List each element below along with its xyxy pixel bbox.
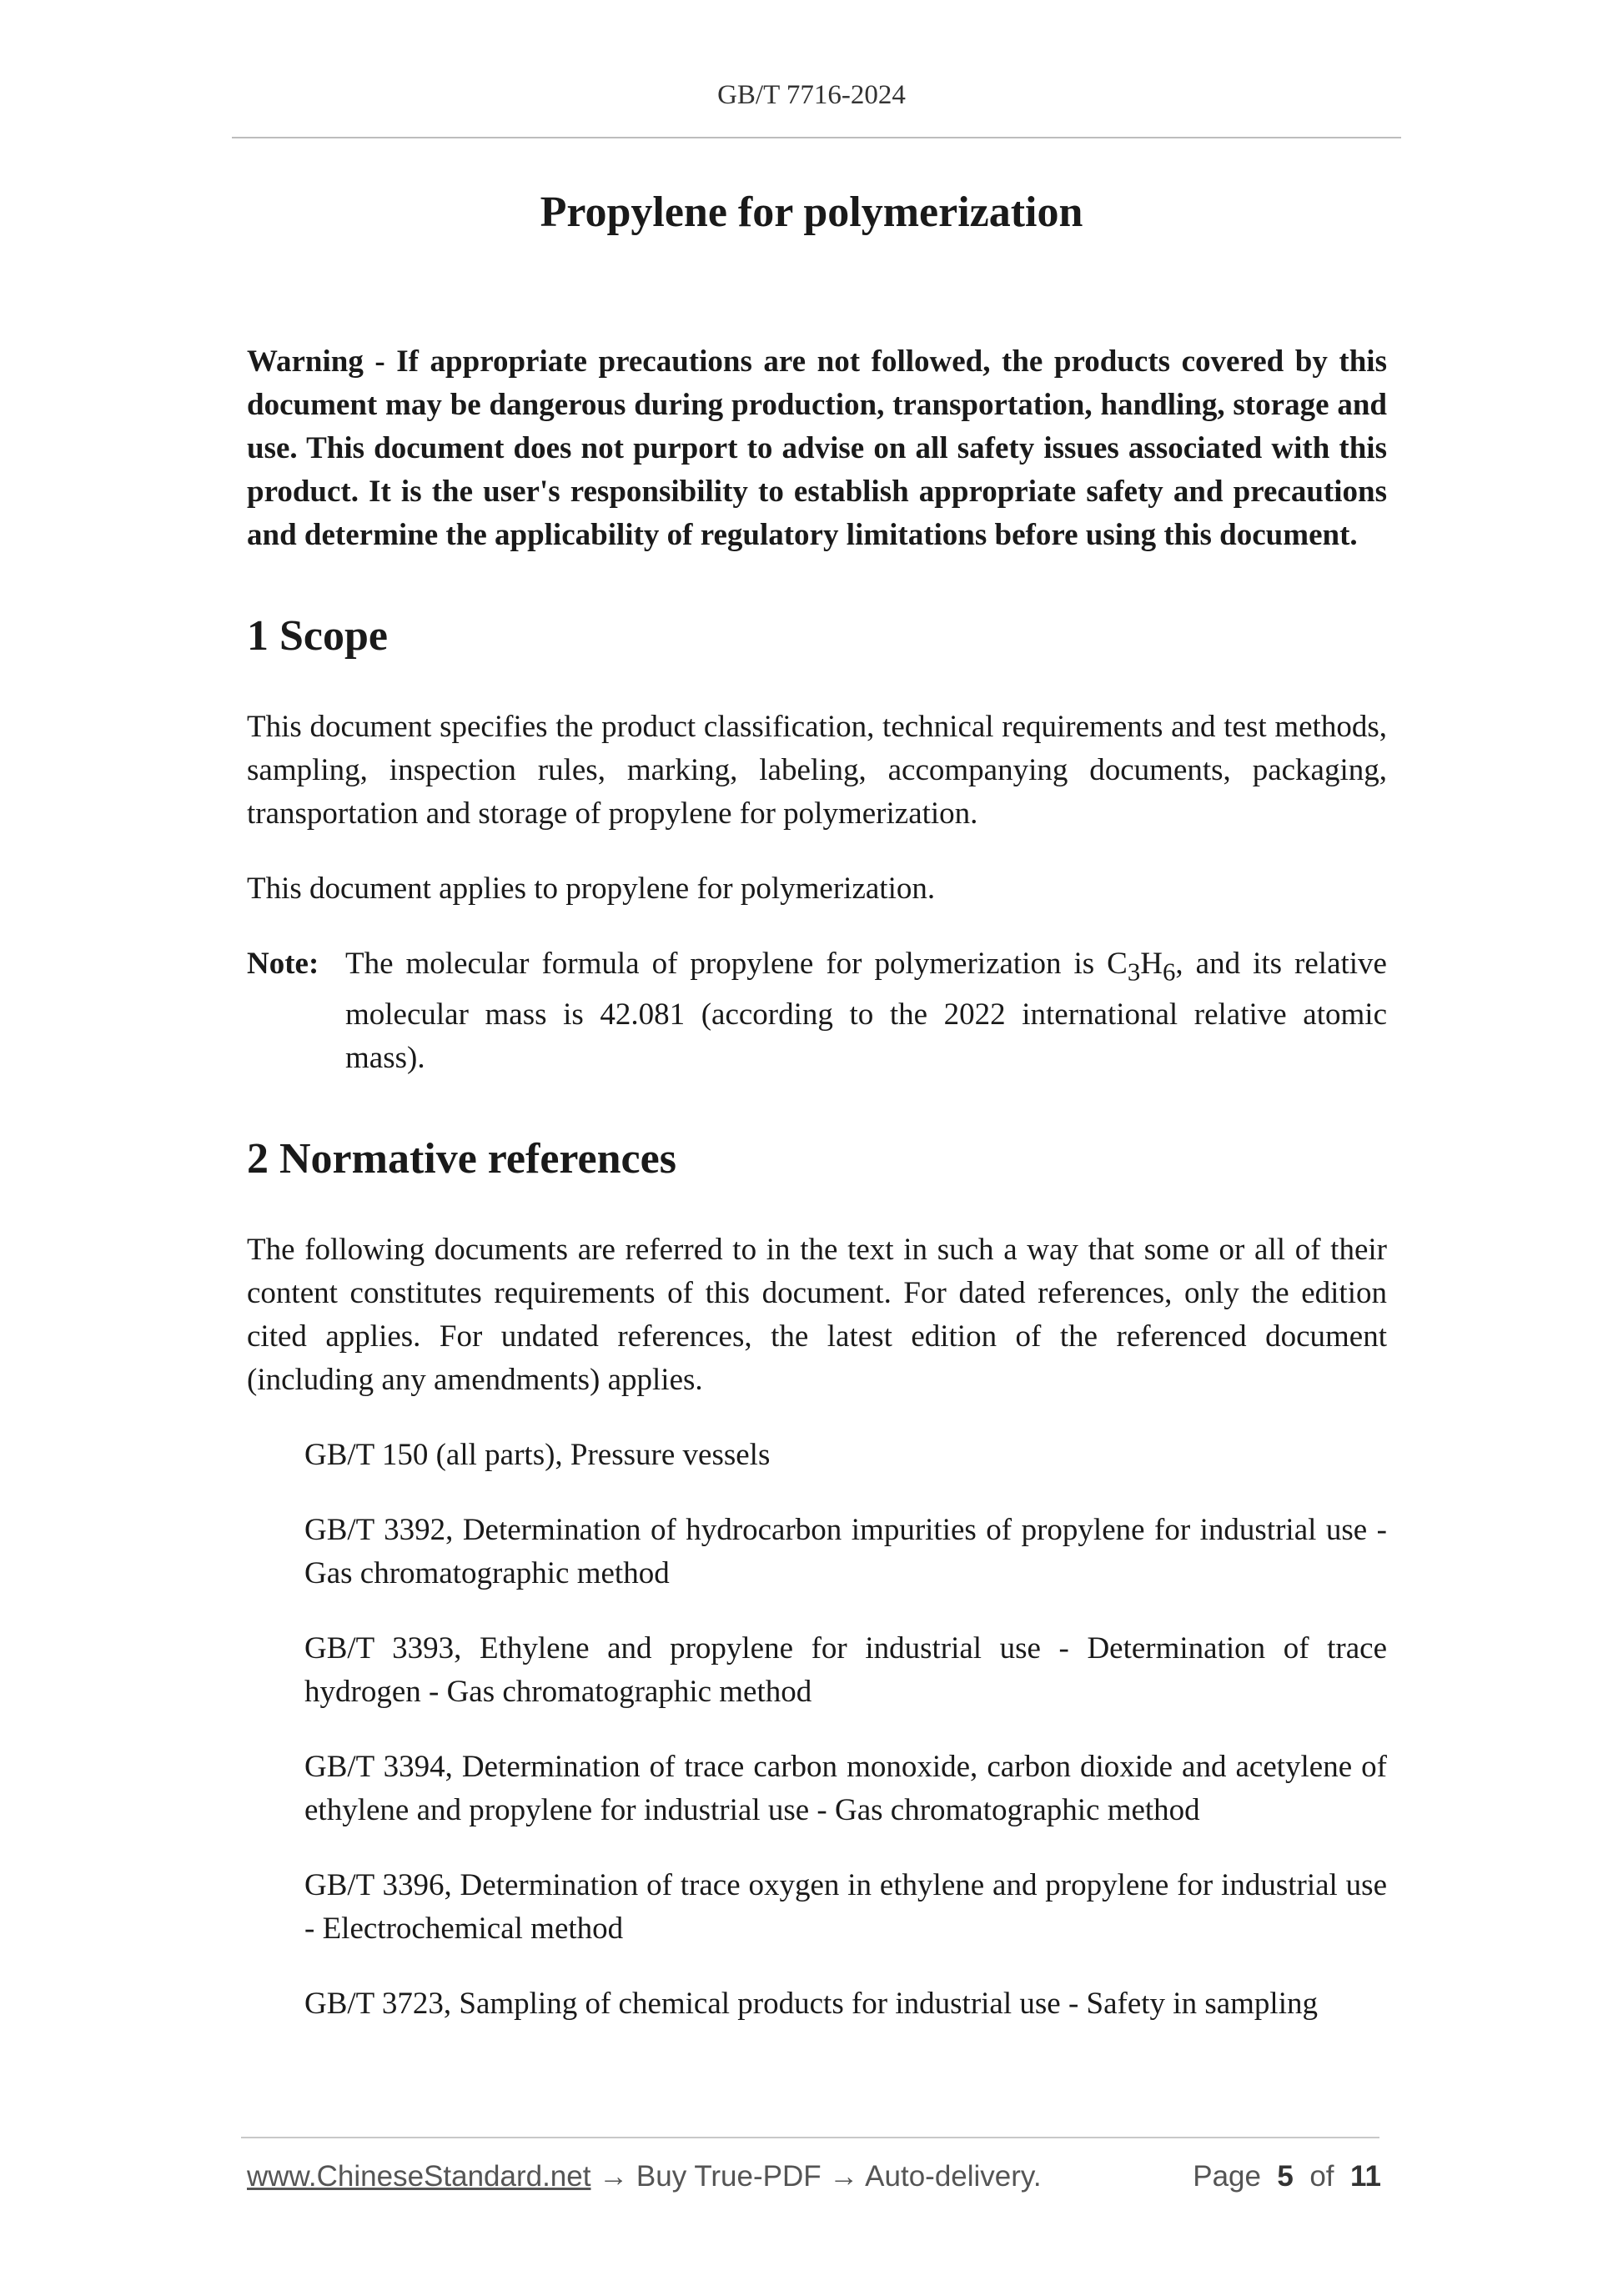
note-label: Note: <box>247 947 319 981</box>
reference-item: GB/T 3392, Determination of hydrocarbon impurities of propylene for industrial use - Gas chromatographic method <box>304 1513 1387 1591</box>
note-text <box>345 942 1387 1080</box>
note-text-end: , and its relative molecular mass is 42.081 (according to the 2022 international relative atomic mass). <box>345 947 1387 1076</box>
total-pages-number: 11 <box>1350 2160 1381 2193</box>
page-indicator <box>1193 2160 1381 2193</box>
reference-item: GB/T 3723, Sampling of chemical products for industrial use - Safety in sampling <box>304 1987 1318 2022</box>
scope-paragraph-1: This document specifies the product classification, technical requirements and test methods, sampling, inspection rules, marking, labeling, accompanying documents, packaging, transportation and storage of propylene for polymerization. <box>247 710 1387 831</box>
document-body <box>247 340 1387 2057</box>
scope-note <box>247 942 1387 1080</box>
reference-item: GB/T 3393, Ethylene and propylene for industrial use - Determination of trace hydrogen - Gas chromatographic method <box>304 1631 1387 1710</box>
footer-tagline: → Buy True-PDF → Auto-delivery. <box>590 2160 1042 2193</box>
footer-promo <box>247 2160 1042 2193</box>
formula-subscript-carbon: 3 <box>1127 957 1141 987</box>
note-text-start: The molecular formula of propylene for polymerization is C <box>345 947 1128 981</box>
current-page-number: 5 <box>1277 2160 1294 2193</box>
of-word: of <box>1309 2160 1334 2193</box>
header-divider <box>232 137 1401 138</box>
formula-hydrogen: H <box>1140 947 1163 981</box>
document-header: GB/T 7716-2024 <box>717 80 906 110</box>
reference-list <box>247 1434 1387 2026</box>
footer-divider <box>241 2137 1379 2138</box>
formula-subscript-hydrogen: 6 <box>1163 957 1176 987</box>
page-title: Propylene for polymerization <box>540 188 1083 236</box>
website-link[interactable]: www.ChineseStandard.net <box>247 2160 591 2193</box>
reference-item: GB/T 3394, Determination of trace carbon monoxide, carbon dioxide and acetylene of ethylene and propylene for industrial use - Gas chromatographic method <box>304 1750 1387 1828</box>
reference-item: GB/T 150 (all parts), Pressure vessels <box>304 1438 771 1473</box>
page-word: Page <box>1193 2160 1261 2193</box>
section-heading-normative-references: 2 Normative references <box>247 1135 676 1183</box>
reference-item: GB/T 3396, Determination of trace oxygen in ethylene and propylene for industrial use - Electrochemical method <box>304 1868 1387 1947</box>
section-heading-scope: 1 Scope <box>247 612 388 660</box>
warning-paragraph: Warning - If appropriate precautions are not followed, the products covered by this document may be dangerous during production, transportation, handling, storage and use. This document does not purport to advise on all safety issues associated with this product. It is the user's responsibility to establish appropriate safety and precautions and determine the applicability of regulatory limitations before using this document. <box>247 344 1387 552</box>
references-intro: The following documents are referred to in the text in such a way that some or all of their content constitutes requirements of this document. For dated references, only the edition cited applies. For undated references, the latest edition of the referenced document (including any amendments) applies. <box>247 1233 1387 1398</box>
scope-paragraph-2: This document applies to propylene for polymerization. <box>247 872 936 906</box>
